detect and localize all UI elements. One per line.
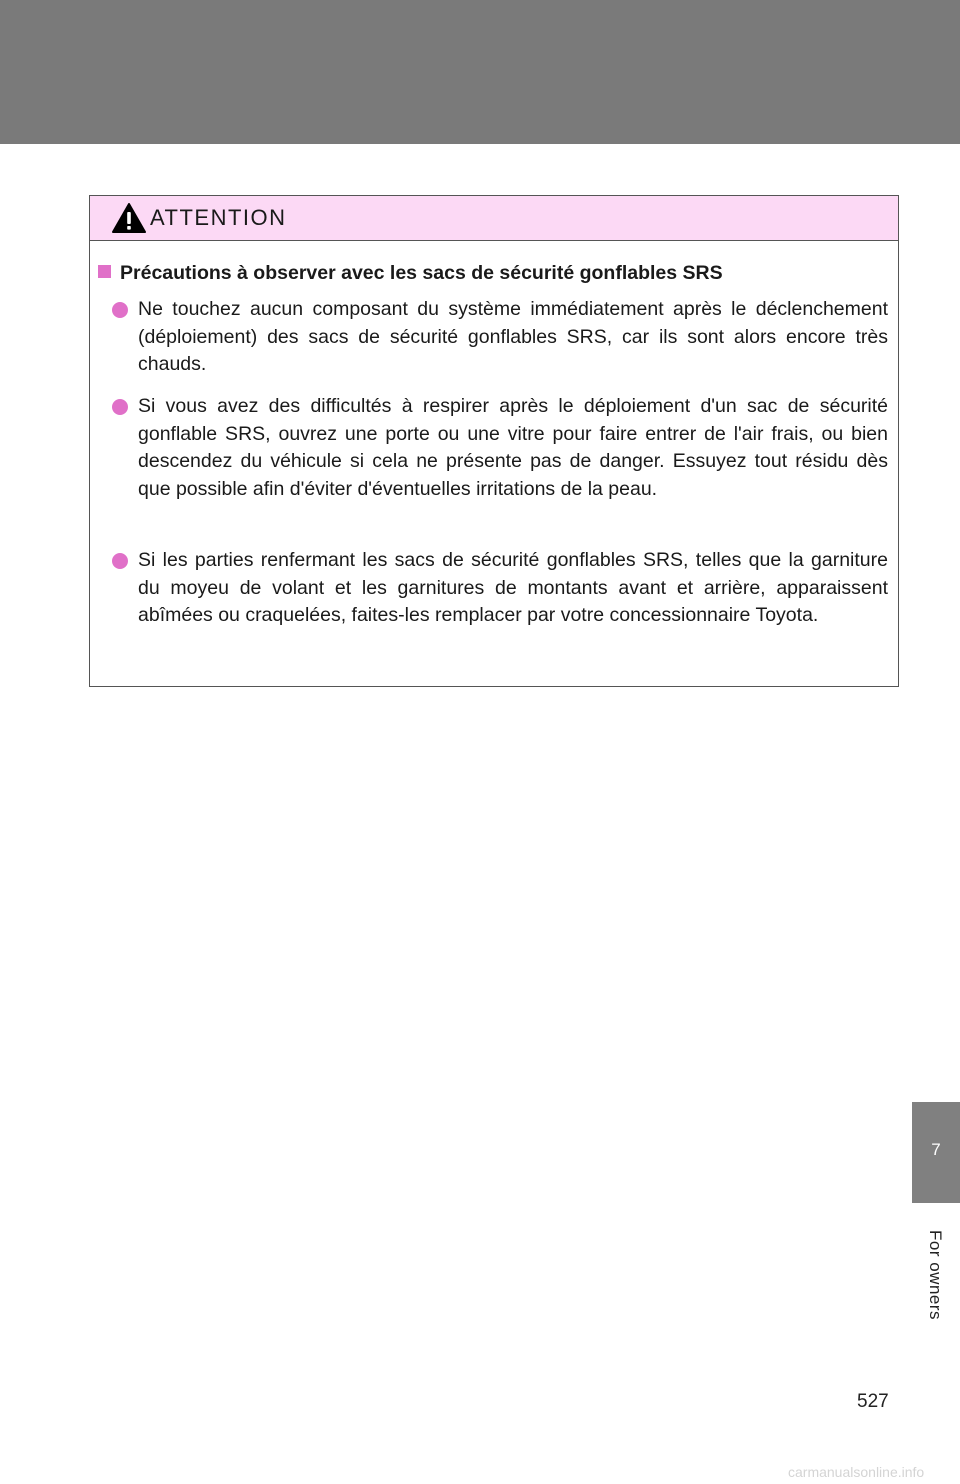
round-bullet-icon [112, 399, 128, 415]
square-bullet-icon [98, 265, 111, 278]
chapter-label-text: For owners [926, 1229, 945, 1321]
section-heading [98, 262, 888, 285]
chapter-label [915, 1220, 955, 1330]
list-item [138, 393, 888, 503]
attention-box [89, 195, 899, 687]
top-band [0, 0, 960, 144]
list-item [138, 547, 888, 630]
chapter-number: 7 [931, 1140, 941, 1159]
attention-header [90, 196, 898, 241]
warning-triangle-icon [111, 202, 147, 234]
round-bullet-icon [112, 553, 128, 569]
round-bullet-icon [112, 302, 128, 318]
list-item-text: Ne touchez aucun composant du système immédiatement après le déclenchement (déploiement) des sacs de sécurité gonflables SRS, car ils sont alors encore très chauds. [138, 298, 888, 375]
list-item-text: Si vous avez des difficultés à respirer après le déploiement d'un sac de sécurité gonflable SRS, ouvrez une porte ou une vitre pour faire entrer de l'air frais, ou bien descendez du véhicule si cela ne présente pas de danger. Essuyez tout résidu dès que possible afin d'éviter d'éventuelles irritations de la peau. [138, 395, 888, 500]
list-item [138, 296, 888, 379]
list-item-text: Si les parties renfermant les sacs de sécurité gonflables SRS, telles que la garniture du moyeu de volant et les garnitures de montants avant et arrière, apparaissent abîmées ou craquelées, faites-les remplacer par votre concessionnaire Toyota. [138, 549, 888, 626]
chapter-tab [912, 1102, 960, 1203]
attention-title: ATTENTION [150, 205, 287, 230]
page-number: 527 [857, 1391, 889, 1412]
section-heading-text: Précautions à observer avec les sacs de sécurité gonflables SRS [120, 262, 723, 284]
watermark: carmanualsonline.info [788, 1464, 925, 1480]
